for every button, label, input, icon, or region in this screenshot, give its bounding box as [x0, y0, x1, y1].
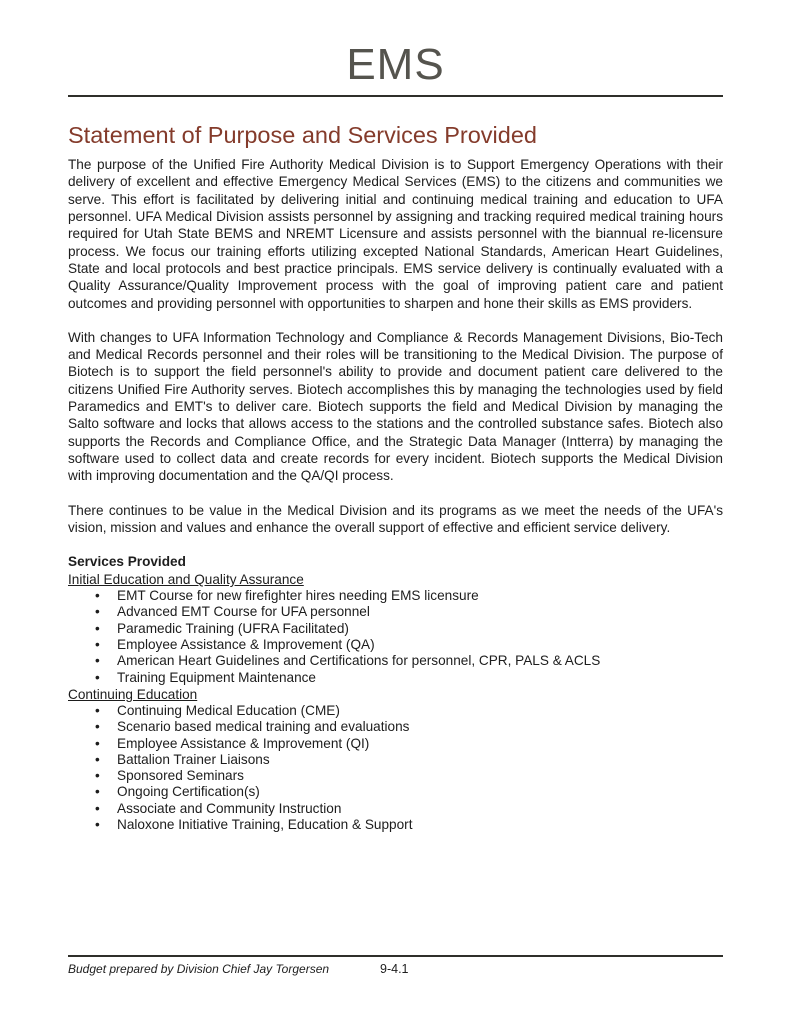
list-item: • Associate and Community Instruction [68, 801, 723, 817]
list-item: • Scenario based medical training and evaluations [68, 719, 723, 735]
list-item: • Ongoing Certification(s) [68, 784, 723, 800]
page-footer [68, 955, 723, 978]
list-title-initial-education: Initial Education and Quality Assurance [68, 572, 304, 588]
paragraph-biotech: With changes to UFA Information Technology and Compliance & Records Management Divisions, Bio-Tech and Medical Records personnel and their roles will be transitioning to the Medical Division. The purpose of Biotech is to support the field personnel's ability to provide and document patient care delivered to the citizens Unified Fire Authority serves. Biotech accomplishes this by managing the technologies used by field Paramedics and EMT's to deliver care. Biotech supports the field and Medical Division by managing the Salto software and locks that allows access to the stations and the controlled substance safes. Biotech also supports the Records and Compliance Office, and the Strategic Data Manager (Intterra) by managing the software used to collect data and create records for every incident. Biotech supports the Medical Division with improving documentation and the QA/QI process. [68, 329, 723, 484]
footer-page-number: 9-4.1 [380, 962, 409, 976]
list-item: • Continuing Medical Education (CME) [68, 703, 723, 719]
services-provided-heading: Services Provided [68, 554, 186, 570]
title-rule [68, 95, 723, 97]
list-title-continuing-education: Continuing Education [68, 686, 198, 702]
paragraph-value: There continues to be value in the Medical Division and its programs as we meet the needs of the UFA's vision, mission and values and enhance the overall support of effective and efficient service delivery. [68, 502, 723, 535]
list-item: • Advanced EMT Course for UFA personnel [68, 604, 723, 620]
list-item: • EMT Course for new firefighter hires needing EMS licensure [68, 588, 723, 604]
list-item: • Training Equipment Maintenance [68, 670, 723, 686]
list-item: • Sponsored Seminars [68, 768, 723, 784]
paragraph-purpose: The purpose of the Unified Fire Authority Medical Division is to Support Emergency Operations with their delivery of excellent and effective Emergency Medical Services (EMS) to the citizens and communities we serve. This effort is facilitated by delivering initial and continuing medical training and education to UFA personnel. UFA Medical Division assists personnel by assigning and tracking required medical training hours required for Utah State BEMS and NREMT Licensure and assists personnel with the biannual re-licensure process. We focus our training efforts utilizing excepted National Standards, American Heart Guidelines, State and local protocols and best practice principals. EMS service delivery is continually evaluated with a Quality Assurance/Quality Improvement process with the goal of improving patient care and patient outcomes and providing personnel with opportunities to sharpen and hone their skills as EMS providers. [68, 157, 723, 311]
statement-body [68, 156, 723, 536]
list-item: • Battalion Trainer Liaisons [68, 752, 723, 768]
list-item: • American Heart Guidelines and Certifications for personnel, CPR, PALS & ACLS [68, 653, 723, 669]
footer-prepared-by: Budget prepared by Division Chief Jay Torgersen [68, 962, 330, 976]
list-item: • Paramedic Training (UFRA Facilitated) [68, 621, 723, 637]
list-item: • Naloxone Initiative Training, Education & Support [68, 817, 723, 833]
page-title: EMS [346, 40, 445, 89]
statement-heading: Statement of Purpose and Services Provided [68, 122, 537, 149]
initial-education-list [68, 588, 723, 686]
list-item: • Employee Assistance & Improvement (QI) [68, 736, 723, 752]
continuing-education-list [68, 703, 723, 833]
list-item: • Employee Assistance & Improvement (QA) [68, 637, 723, 653]
page-content [68, 0, 723, 833]
